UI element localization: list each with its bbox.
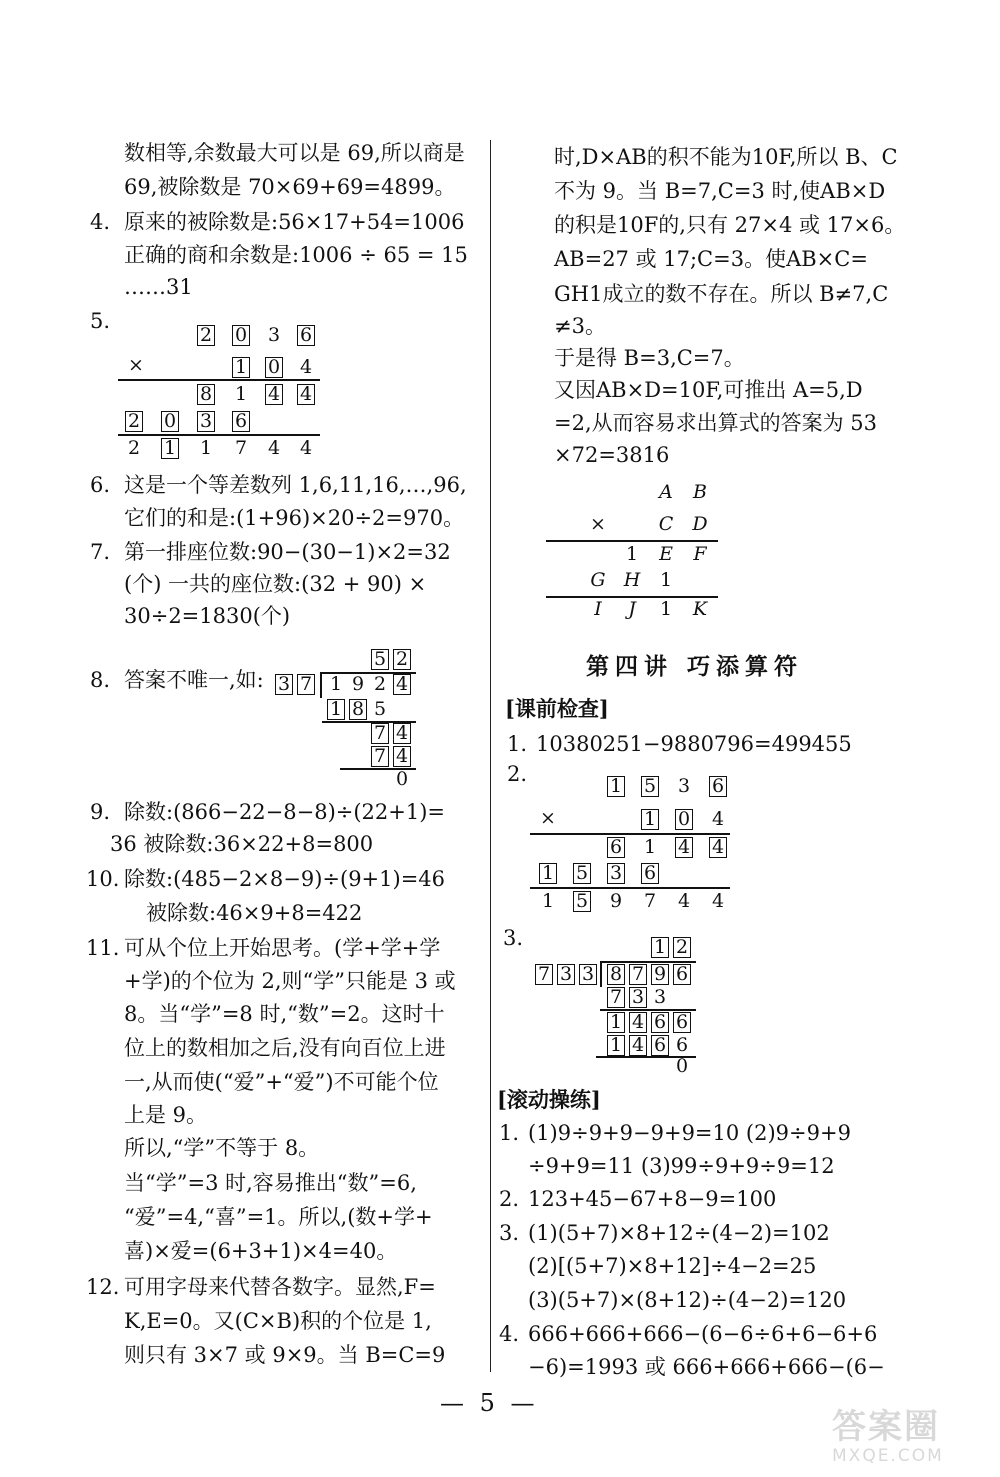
digit-box: 2 xyxy=(392,648,412,671)
digit: 1 xyxy=(541,890,555,912)
text-line: 位上的数相加之后,没有向百位上进 xyxy=(124,1036,446,1060)
rule-line xyxy=(546,540,718,542)
text-line: 69,被除数是 70×69+69=4899。 xyxy=(124,175,456,199)
digit-box: 3 xyxy=(196,410,216,433)
digit: 3 xyxy=(677,775,691,797)
digit-box: 7 xyxy=(628,963,648,986)
text-line: 除数:(485−2×8−9)÷(9+1)=46 xyxy=(124,867,446,891)
problem-number: 1. xyxy=(507,732,528,756)
digit-box: 6 xyxy=(296,324,316,347)
text-line: 8。当“学”=8 时,“数”=2。这时十 xyxy=(124,1002,445,1026)
digit-box: 6 xyxy=(708,775,728,798)
digit-box: 1 xyxy=(606,1034,626,1057)
text-line: 第一排座位数:90−(30−1)×2=32 xyxy=(124,540,451,564)
letter: J xyxy=(628,598,636,620)
text-line: (3)(5+7)×(8+12)÷(4−2)=120 xyxy=(528,1288,847,1312)
text-line: AB=27 或 17;C=3。使AB×C= xyxy=(554,247,868,271)
text-line: 它们的和是:(1+96)×20÷2=970。 xyxy=(124,506,465,530)
letter: 1 xyxy=(659,569,673,591)
problem-number: 3. xyxy=(499,1221,520,1245)
digit-box: 4 xyxy=(264,383,284,406)
digit: 3 xyxy=(267,324,281,346)
letter: B xyxy=(693,481,707,503)
letter: 1 xyxy=(625,543,639,565)
digit-box: 2 xyxy=(196,324,216,347)
section-label: [滚动操练] xyxy=(497,1087,601,1112)
digit-box: 1 xyxy=(538,862,558,885)
letter: 1 xyxy=(659,598,673,620)
text-line: 666+666+666−(6−6÷6+6−6+6 xyxy=(528,1322,878,1346)
text-line: 时,D×AB的积不能为10F,所以 B、C xyxy=(554,145,898,169)
text-line: (个) 一共的座位数:(32 + 90) × xyxy=(124,572,427,596)
digit: 9 xyxy=(351,673,365,695)
rule-line xyxy=(530,887,730,889)
times-sign: × xyxy=(128,354,144,376)
text-line: 当“学”=3 时,容易推出“数”=6, xyxy=(124,1171,417,1195)
digit-box: 4 xyxy=(392,673,412,696)
section-label: [课前检查] xyxy=(505,696,609,721)
text-line: 123+45−67+8−9=100 xyxy=(528,1187,777,1211)
problem-number: 6. xyxy=(90,473,111,497)
text-line: −6)=1993 或 666+666+666−(6− xyxy=(528,1355,885,1379)
digit-box: 4 xyxy=(296,383,316,406)
digit-box: 1 xyxy=(231,356,251,379)
text-line: 的积是10F的,只有 27×4 或 17×6。 xyxy=(554,213,906,237)
digit-box: 3 xyxy=(628,986,648,1009)
letter: A xyxy=(659,481,673,503)
digit-box: 8 xyxy=(606,963,626,986)
digit: 1 xyxy=(234,383,248,405)
text-line: 可用字母来代替各数字。显然,F= xyxy=(124,1275,436,1299)
text-line: 不为 9。当 B=7,C=3 时,使AB×D xyxy=(554,179,886,203)
digit-box: 2 xyxy=(124,410,144,433)
digit-box: 1 xyxy=(640,808,660,831)
digit-box: 5 xyxy=(640,775,660,798)
rule-line xyxy=(530,833,730,835)
letter: K xyxy=(692,598,708,620)
text-line: 上是 9。 xyxy=(124,1103,208,1127)
digit-box: 4 xyxy=(674,836,694,859)
digit-box: 3 xyxy=(606,862,626,885)
digit: 1 xyxy=(199,437,213,459)
digit: 0 xyxy=(675,1055,689,1077)
digit: 1 xyxy=(329,673,343,695)
text-line: ×72=3816 xyxy=(554,443,670,467)
digit-box: 8 xyxy=(348,698,368,721)
text-line: 可从个位上开始思考。(学+学+学 xyxy=(124,936,441,960)
text-line: (1)(5+7)×8+12÷(4−2)=102 xyxy=(528,1221,830,1245)
text-line: 于是得 B=3,C=7。 xyxy=(554,346,745,370)
digit-box: 6 xyxy=(672,963,692,986)
digit: 4 xyxy=(299,356,313,378)
text-line: =2,从而容易求出算式的答案为 53 xyxy=(554,411,878,435)
page-number: — 5 — xyxy=(440,1389,539,1417)
letter: I xyxy=(594,598,602,620)
text-line: 除数:(866−22−8−8)÷(22+1)= xyxy=(124,800,446,824)
watermark-url: MXQE.COM xyxy=(832,1446,944,1466)
text-line: 这是一个等差数列 1,6,11,16,…,96, xyxy=(124,473,467,497)
digit: 6 xyxy=(675,1034,689,1056)
text-line: 被除数:46×9+8=422 xyxy=(146,901,363,925)
text-line: K,E=0。又(C×B)积的个位是 1, xyxy=(124,1309,432,1333)
text-line: 36 被除数:36×22+8=800 xyxy=(110,832,374,856)
problem-number: 2. xyxy=(507,762,528,786)
letter: G xyxy=(590,569,606,591)
digit-box: 1 xyxy=(650,936,670,959)
watermark-logo: 答案圈 xyxy=(832,1407,940,1447)
text-line: 正确的商和余数是:1006 ÷ 65 = 15 xyxy=(124,243,468,267)
digit: 4 xyxy=(677,890,691,912)
digit-box: 0 xyxy=(231,324,251,347)
text-line: 一,从而使(“爱”+“爱”)不可能个位 xyxy=(124,1070,439,1094)
text-line: ≠3。 xyxy=(554,314,606,338)
text-line: “爱”=4,“喜”=1。所以,(数+学+ xyxy=(124,1205,433,1229)
digit-box: 7 xyxy=(370,745,390,768)
digit: 4 xyxy=(711,808,725,830)
rule-line xyxy=(118,434,320,436)
digit: 7 xyxy=(234,437,248,459)
problem-number: 2. xyxy=(499,1187,520,1211)
digit-box: 9 xyxy=(650,963,670,986)
text-line: 原来的被除数是:56×17+54=1006 xyxy=(124,210,465,234)
digit: 9 xyxy=(609,890,623,912)
digit-box: 1 xyxy=(160,437,180,460)
digit: 5 xyxy=(373,698,387,720)
digit-box: 0 xyxy=(160,410,180,433)
digit: 4 xyxy=(267,437,281,459)
rule-line xyxy=(118,379,320,381)
text-line: +学)的个位为 2,则“学”只能是 3 或 xyxy=(124,969,456,993)
letter: H xyxy=(623,569,641,591)
digit-box: 7 xyxy=(296,673,316,696)
times-sign: × xyxy=(540,807,556,829)
digit-box: 0 xyxy=(674,808,694,831)
digit-box: 7 xyxy=(606,986,626,1009)
digit: 0 xyxy=(395,768,409,790)
chapter-heading: 第四讲 巧添算符 xyxy=(586,654,804,680)
text-line: 数相等,余数最大可以是 69,所以商是 xyxy=(124,141,465,165)
letter: F xyxy=(693,543,707,565)
text-line: 又因AB×D=10F,可推出 A=5,D xyxy=(554,378,863,402)
text-line: 喜)×爱=(6+3+1)×4=40。 xyxy=(124,1239,398,1263)
digit-box: 4 xyxy=(628,1011,648,1034)
digit-box: 3 xyxy=(578,963,598,986)
text-line: ……31 xyxy=(124,275,193,299)
letter: D xyxy=(692,513,708,535)
problem-number: 10. xyxy=(86,867,120,891)
problem-number: 9. xyxy=(90,800,111,824)
problem-number: 3. xyxy=(503,926,524,950)
problem-number: 1. xyxy=(499,1121,520,1145)
division-bracket xyxy=(320,672,322,698)
problem-number: 8. xyxy=(90,668,111,692)
digit-box: 4 xyxy=(392,722,412,745)
text-line: 10380251−9880796=499455 xyxy=(536,732,852,756)
digit-box: 4 xyxy=(392,745,412,768)
times-sign: × xyxy=(590,513,606,535)
text-line: 30÷2=1830(个) xyxy=(124,604,291,628)
column-divider xyxy=(490,140,491,1372)
digit-box: 1 xyxy=(606,1011,626,1034)
digit-box: 4 xyxy=(708,836,728,859)
digit: 4 xyxy=(711,890,725,912)
digit: 2 xyxy=(373,673,387,695)
digit: 1 xyxy=(643,836,657,858)
text-line: (1)9÷9+9−9+9=10 (2)9÷9+9 xyxy=(528,1121,851,1145)
digit-box: 7 xyxy=(370,722,390,745)
digit: 2 xyxy=(127,437,141,459)
problem-number: 4. xyxy=(499,1322,520,1346)
text-line: GH1成立的数不存在。所以 B≠7,C xyxy=(554,282,889,306)
text-line: 所以,“学”不等于 8。 xyxy=(124,1136,320,1160)
digit-box: 6 xyxy=(672,1011,692,1034)
problem-number: 12. xyxy=(86,1275,120,1299)
digit-box: 6 xyxy=(640,862,660,885)
digit-box: 8 xyxy=(196,383,216,406)
digit: 3 xyxy=(653,986,667,1008)
problem-number: 7. xyxy=(90,540,111,564)
digit-box: 6 xyxy=(650,1034,670,1057)
text-line: ÷9+9=11 (3)99÷9+9÷9=12 xyxy=(528,1154,835,1178)
digit-box: 3 xyxy=(274,673,294,696)
digit-box: 1 xyxy=(326,698,346,721)
digit-box: 6 xyxy=(231,410,251,433)
digit-box: 7 xyxy=(534,963,554,986)
text-line: 答案不唯一,如: xyxy=(124,668,264,692)
letter: E xyxy=(659,543,673,565)
digit-box: 5 xyxy=(370,648,390,671)
text-line: 则只有 3×7 或 9×9。当 B=C=9 xyxy=(124,1343,446,1367)
text-line: (2)[(5+7)×8+12]÷4−2=25 xyxy=(528,1254,817,1278)
watermark xyxy=(832,1408,992,1472)
letter: C xyxy=(658,513,674,535)
digit: 7 xyxy=(643,890,657,912)
digit-box: 2 xyxy=(672,936,692,959)
problem-number: 5. xyxy=(90,309,111,333)
digit-box: 6 xyxy=(650,1011,670,1034)
digit-box: 5 xyxy=(572,862,592,885)
digit: 4 xyxy=(299,437,313,459)
digit-box: 4 xyxy=(628,1034,648,1057)
digit-box: 5 xyxy=(572,890,592,913)
problem-number: 11. xyxy=(86,936,120,960)
digit-box: 3 xyxy=(556,963,576,986)
problem-number: 4. xyxy=(90,210,111,234)
digit-box: 0 xyxy=(264,356,284,379)
digit-box: 1 xyxy=(606,775,626,798)
digit-box: 6 xyxy=(606,836,626,859)
division-bracket xyxy=(600,961,602,987)
